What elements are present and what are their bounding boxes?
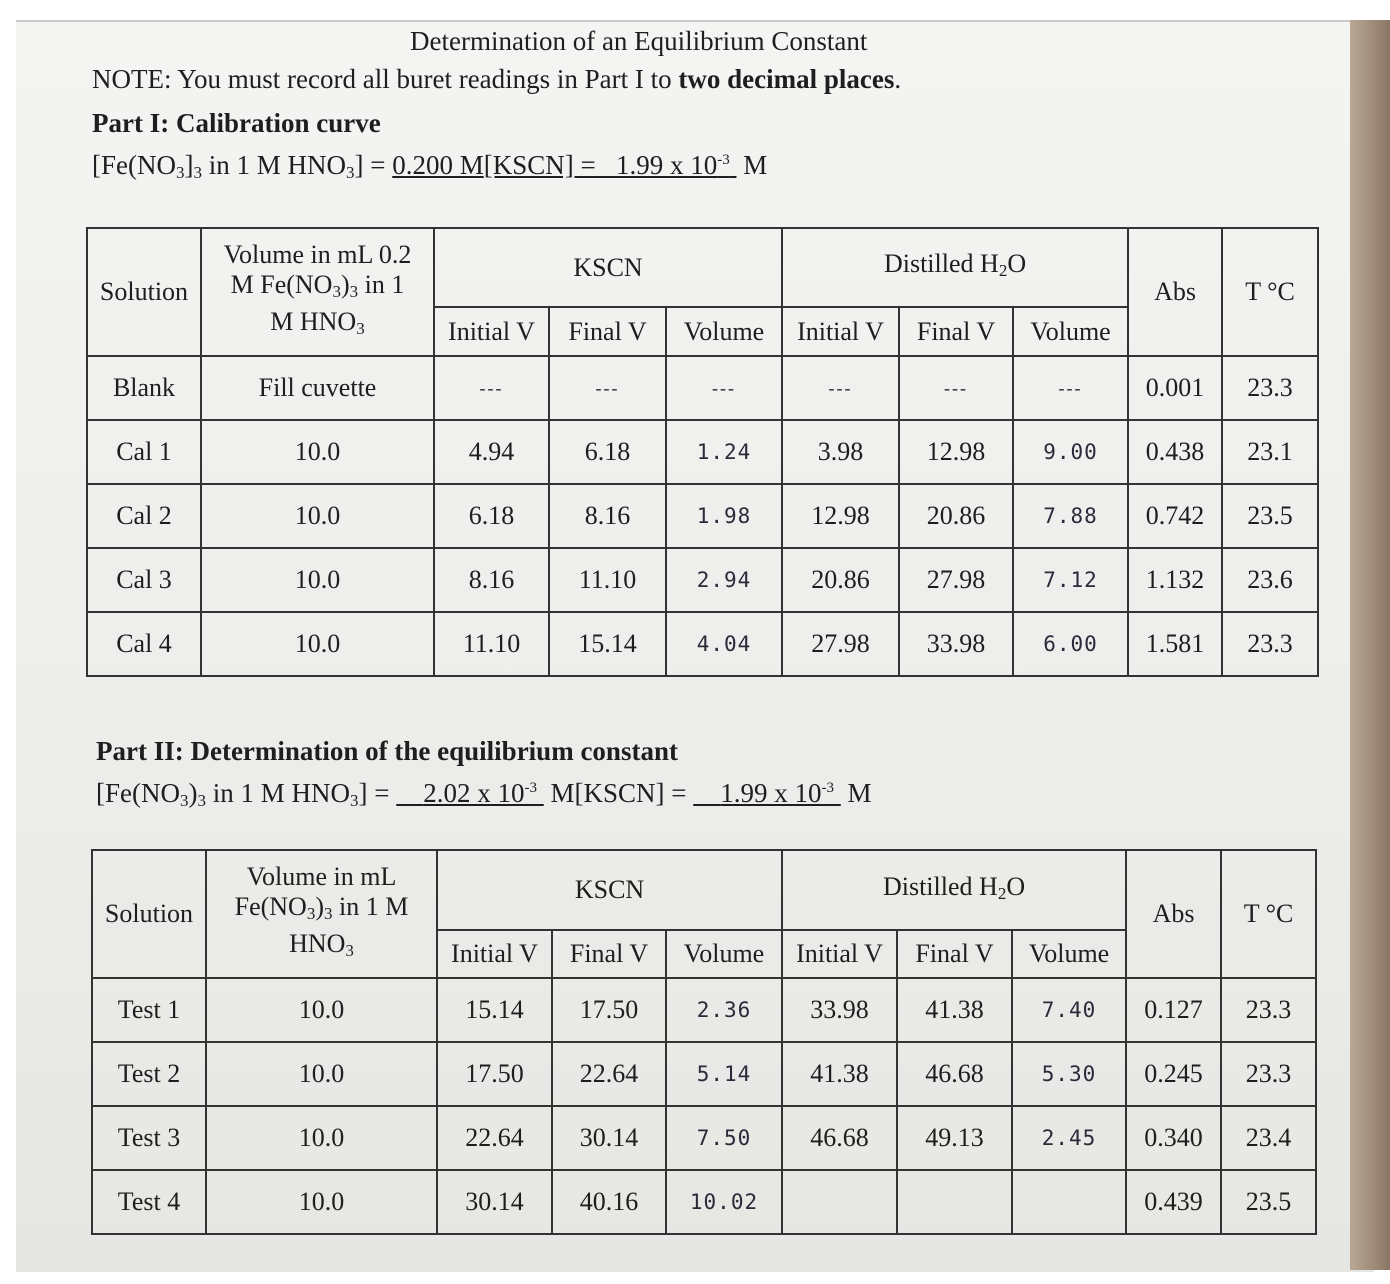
fe-volume-line2-rest: in 1: [358, 270, 405, 299]
sub-three: 3: [175, 163, 185, 182]
equals: =: [363, 150, 393, 180]
cell-solution: Cal 4: [87, 612, 201, 676]
cell-kscn-initial: 17.50: [437, 1042, 552, 1106]
cell-kscn-final: ---: [549, 356, 666, 420]
sub-three: 3: [193, 163, 202, 182]
water-label-rest: O: [1006, 871, 1026, 901]
header-water: [782, 228, 1128, 307]
part2-fe-label: [Fe(NO: [96, 778, 180, 808]
table-row: [92, 1170, 1316, 1234]
cell-temp: 23.1: [1222, 420, 1318, 484]
header-kscn-initial: Initial V: [434, 307, 549, 356]
cell-water-final: 33.98: [899, 612, 1013, 676]
sub-three: 3: [346, 163, 355, 182]
fe-volume-line3: M HNO: [270, 307, 357, 336]
part1-concentrations: [92, 150, 767, 183]
water-label-rest: O: [1007, 249, 1027, 279]
cell-kscn-volume-handwritten: 7.50: [666, 1106, 782, 1170]
sub-three: 3: [356, 319, 365, 338]
cell-water-volume-handwritten: 9.00: [1013, 420, 1128, 484]
bracket-close-paren: ): [315, 892, 325, 921]
cell-abs: 0.001: [1128, 356, 1222, 420]
equals: =: [367, 778, 397, 808]
cell-kscn-volume-handwritten: 10.02: [666, 1170, 782, 1234]
header-kscn-volume: Volume: [666, 930, 782, 978]
sub-three: 3: [350, 791, 359, 810]
part2-fe-value: 2.02 x 10: [423, 778, 525, 808]
cell-water-initial: 12.98: [782, 484, 899, 548]
header-abs: Abs: [1128, 228, 1222, 356]
part2-kscn-label: M[KSCN] =: [543, 778, 694, 808]
cell-fe-volume: 10.0: [201, 484, 434, 548]
cell-kscn-volume-handwritten: 4.04: [666, 612, 782, 676]
fe-volume-line2: M Fe(NO: [230, 270, 333, 299]
header-water-initial: Initial V: [782, 930, 897, 978]
cell-fe-volume: 10.0: [206, 1106, 437, 1170]
header-kscn-final: Final V: [549, 307, 666, 356]
cell-solution: Cal 1: [87, 420, 201, 484]
sub-three: 3: [349, 282, 359, 301]
part1-fe-label-rest: in 1 M HNO: [201, 150, 346, 180]
cell-fe-volume: 10.0: [201, 612, 434, 676]
sub-three: 3: [197, 791, 206, 810]
cell-temp: 23.4: [1221, 1106, 1316, 1170]
cell-temp: 23.3: [1221, 1042, 1316, 1106]
equilibrium-table: [91, 849, 1317, 1235]
cell-water-initial: 27.98: [782, 612, 899, 676]
cell-water-initial: 20.86: [782, 548, 899, 612]
fe-volume-line2: Fe(NO: [234, 892, 307, 921]
cell-kscn-final: 17.50: [552, 978, 666, 1042]
part2-concentrations: [96, 778, 872, 811]
cell-water-volume-handwritten: 6.00: [1013, 612, 1128, 676]
fe-volume-line1: Volume in mL 0.2: [223, 240, 412, 269]
cell-temp: 23.3: [1221, 978, 1316, 1042]
note-prefix: NOTE: You must record all buret readings in Part I to: [92, 64, 679, 94]
cell-kscn-volume-handwritten: 5.14: [666, 1042, 782, 1106]
bracket-close-paren: ): [340, 270, 350, 299]
cell-water-final: 20.86: [899, 484, 1013, 548]
table-row: [87, 420, 1318, 484]
fe-volume-line1: Volume in mL: [246, 862, 397, 891]
sub-two: 2: [997, 883, 1007, 903]
cell-temp: 23.3: [1222, 356, 1318, 420]
fe-volume-line3: HNO: [289, 929, 346, 958]
part1-fe-label: [Fe(NO: [92, 150, 176, 180]
page-title: Determination of an Equilibrium Constant: [410, 26, 868, 56]
part2-kscn-value: 1.99 x 10: [720, 778, 822, 808]
calibration-table: [86, 227, 1319, 677]
cell-water-volume-handwritten: 7.12: [1013, 548, 1128, 612]
table-row: [92, 978, 1316, 1042]
cell-water-initial: 33.98: [782, 978, 897, 1042]
sub-three: 3: [179, 791, 189, 810]
cell-solution: Test 1: [92, 978, 206, 1042]
header-kscn-volume: Volume: [666, 307, 782, 356]
header-fe-volume: [201, 228, 434, 356]
cell-water-final: 12.98: [899, 420, 1013, 484]
sub-three: 3: [306, 904, 316, 923]
header-water: [782, 850, 1126, 930]
cell-solution: Test 3: [92, 1106, 206, 1170]
sub-three: 3: [324, 904, 333, 923]
cell-water-initial: [782, 1170, 897, 1234]
cell-temp: 23.5: [1221, 1170, 1316, 1234]
cell-fe-volume: 10.0: [201, 420, 434, 484]
header-kscn-final: Final V: [552, 930, 666, 978]
cell-water-initial: 3.98: [782, 420, 899, 484]
cell-kscn-volume-handwritten: 1.24: [666, 420, 782, 484]
bracket-close: ]: [358, 778, 368, 808]
table-row: [87, 356, 1318, 420]
table-row: [92, 1106, 1316, 1170]
cell-fe-volume: 10.0: [201, 548, 434, 612]
header-kscn: KSCN: [437, 850, 782, 930]
header-kscn: KSCN: [434, 228, 782, 307]
cell-solution: Test 4: [92, 1170, 206, 1234]
cell-temp: 23.3: [1222, 612, 1318, 676]
water-label: Distilled H: [882, 871, 998, 901]
part1-kscn-exp: -3: [717, 152, 730, 168]
cell-kscn-initial: 6.18: [434, 484, 549, 548]
cell-water-volume: ---: [1013, 356, 1128, 420]
part1-kscn-value: 1.99 x 10: [615, 150, 718, 180]
note-bold: two decimal places: [678, 64, 895, 94]
header-fe-volume: [206, 850, 437, 978]
cell-kscn-volume: ---: [666, 356, 782, 420]
cell-kscn-final: 15.14: [549, 612, 666, 676]
cell-water-final: 49.13: [897, 1106, 1012, 1170]
part2-fe-exp: -3: [524, 780, 537, 796]
cell-kscn-volume-handwritten: 2.36: [666, 978, 782, 1042]
table-row: [87, 612, 1318, 676]
cell-kscn-final: 40.16: [552, 1170, 666, 1234]
part2-kscn-blank: [693, 778, 841, 809]
header-kscn-initial: Initial V: [437, 930, 552, 978]
cell-solution: Cal 2: [87, 484, 201, 548]
header-water-volume: Volume: [1013, 307, 1128, 356]
cell-water-volume-handwritten: 5.30: [1012, 1042, 1126, 1106]
cell-water-volume-handwritten: 7.88: [1013, 484, 1128, 548]
cell-abs: 0.439: [1126, 1170, 1221, 1234]
cell-kscn-initial: 22.64: [437, 1106, 552, 1170]
header-water-final: Final V: [899, 307, 1013, 356]
cell-water-final: 27.98: [899, 548, 1013, 612]
part2-fe-blank: [396, 778, 544, 809]
cell-water-final: ---: [899, 356, 1013, 420]
table-row: [87, 548, 1318, 612]
cell-kscn-final: 8.16: [549, 484, 666, 548]
cell-fe-volume: Fill cuvette: [201, 356, 434, 420]
cell-water-final: 41.38: [897, 978, 1012, 1042]
cell-fe-volume: 10.0: [206, 978, 437, 1042]
water-label: Distilled H: [883, 249, 999, 279]
part1-unit: M: [743, 150, 768, 180]
cell-solution: Test 2: [92, 1042, 206, 1106]
part2-fe-label-rest: in 1 M HNO: [205, 778, 350, 808]
header-abs: Abs: [1126, 850, 1221, 978]
cell-kscn-final: 30.14: [552, 1106, 666, 1170]
cell-water-volume-handwritten: 2.45: [1012, 1106, 1126, 1170]
part1-fe-value: 0.200 M: [392, 150, 484, 180]
cell-temp: 23.5: [1222, 484, 1318, 548]
part1-kscn-label: [KSCN] =: [483, 150, 603, 180]
header-solution: Solution: [87, 228, 201, 356]
header-temp: T °C: [1221, 850, 1316, 978]
cell-kscn-final: 11.10: [549, 548, 666, 612]
cell-kscn-volume-handwritten: 1.98: [666, 484, 782, 548]
cell-water-final: 46.68: [897, 1042, 1012, 1106]
header-water-final: Final V: [897, 930, 1012, 978]
cell-kscn-volume-handwritten: 2.94: [666, 548, 782, 612]
cell-abs: 0.438: [1128, 420, 1222, 484]
sub-two: 2: [998, 261, 1008, 281]
cell-abs: 0.127: [1126, 978, 1221, 1042]
cell-abs: 0.742: [1128, 484, 1222, 548]
note-line: [92, 64, 901, 95]
cell-water-volume-handwritten: 7.40: [1012, 978, 1126, 1042]
note-suffix: .: [894, 64, 902, 94]
cell-kscn-initial: 11.10: [434, 612, 549, 676]
cell-kscn-final: 6.18: [549, 420, 666, 484]
header-solution: Solution: [92, 850, 206, 978]
part1-heading: Part I: Calibration curve: [92, 108, 381, 138]
fe-volume-line2-rest: in 1 M: [332, 892, 409, 921]
cell-water-initial: 41.38: [782, 1042, 897, 1106]
table-row: [92, 1042, 1316, 1106]
cell-solution: Blank: [87, 356, 201, 420]
cell-water-volume-handwritten: [1012, 1170, 1126, 1234]
cell-kscn-initial: 30.14: [437, 1170, 552, 1234]
cell-kscn-initial: ---: [434, 356, 549, 420]
cell-solution: Cal 3: [87, 548, 201, 612]
cell-fe-volume: 10.0: [206, 1170, 437, 1234]
part2-unit: M: [847, 778, 872, 808]
part2-kscn-exp: -3: [821, 780, 834, 796]
cell-abs: 1.581: [1128, 612, 1222, 676]
sub-three: 3: [332, 282, 341, 301]
cell-kscn-initial: 15.14: [437, 978, 552, 1042]
cell-temp: 23.6: [1222, 548, 1318, 612]
table-row: [87, 484, 1318, 548]
bracket-close: ]: [354, 150, 364, 180]
cell-water-initial: 46.68: [782, 1106, 897, 1170]
cell-kscn-final: 22.64: [552, 1042, 666, 1106]
cell-water-initial: ---: [782, 356, 899, 420]
header-temp: T °C: [1222, 228, 1318, 356]
cell-kscn-initial: 4.94: [434, 420, 549, 484]
paper-edge-shadow: [1350, 20, 1390, 1270]
cell-water-final: [897, 1170, 1012, 1234]
part2-heading: Part II: Determination of the equilibrium constant: [96, 736, 678, 766]
bracket-close-paren: ): [188, 778, 198, 808]
cell-kscn-initial: 8.16: [434, 548, 549, 612]
cell-abs: 1.132: [1128, 548, 1222, 612]
cell-abs: 0.245: [1126, 1042, 1221, 1106]
cell-abs: 0.340: [1126, 1106, 1221, 1170]
cell-fe-volume: 10.0: [206, 1042, 437, 1106]
header-water-volume: Volume: [1012, 930, 1126, 978]
header-water-initial: Initial V: [782, 307, 899, 356]
bracket-close: ]: [184, 150, 194, 180]
part1-kscn-blank: [602, 150, 736, 181]
sub-three: 3: [345, 941, 354, 960]
